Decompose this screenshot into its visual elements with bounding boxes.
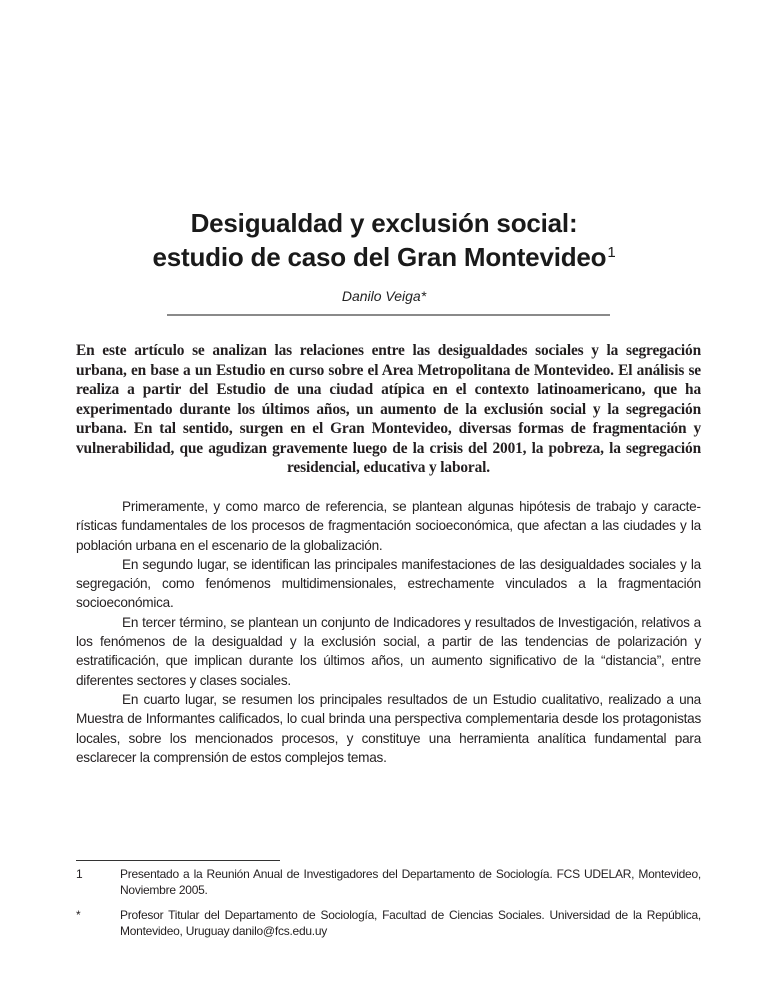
author-name: Danilo Veiga* <box>341 288 427 304</box>
title-footnote-ref[interactable]: 1 <box>607 244 616 261</box>
footnote-text: Presentado a la Reunión Anual de Investigadores del Departamento de Sociología. FCS UDELAR, Montevideo, Noviembre 2005. <box>120 867 701 897</box>
footnote-item <box>76 907 701 939</box>
body-paragraph: En tercer término, se plantean un conjunto de Indicadores y resultados de Investigación, relativos a los fenómenos de la desigualdad y la exclusión social, a partir de las tendencias de polarización y estratificación, que implican durante los últimos años, un aumento significativo de la “distancia”, entre diferentes sectores y clases sociales. <box>76 614 701 688</box>
footnote-item <box>76 866 701 898</box>
footnote-mark: * <box>76 908 81 922</box>
body-paragraph: En segundo lugar, se identifican las principales manifestaciones de las desigualdades sociales y la segregación, como fenómenos multidimensionales, estrechamente vinculados a la fragmentación socioeconómica. <box>76 556 701 611</box>
article-title <box>0 208 768 272</box>
footnote-separator <box>76 860 280 861</box>
abstract: En este artículo se analizan las relaciones entre las desigualdades sociales y la segregación urbana, en base a un Estudio en curso sobre el Area Metropolitana de Montevideo. El análisis se realiza a partir del Estudio de una ciudad atípica en el contexto latinoamericano, que ha experimentado durante los últimos años, un aumento de la exclusión social y la segregación urbana. En tal sentido, surgen en el Gran Montevideo, diversas formas de fragmentación y vulnerabilidad, que agudizan gravemente luego de la crisis del 2001, la pobreza, la segregación residencial, educativa y laboral. <box>76 342 701 476</box>
body-paragraph: Primeramente, y como marco de referencia, se plantean algunas hipótesis de trabajo y características fundamentales de los procesos de fragmentación socioeconómica, que afectan a las ciudades y la población urbana en el escenario de la globalización. <box>76 499 701 553</box>
footnote-mark: 1 <box>76 867 83 881</box>
body-paragraph: En cuarto lugar, se resumen los principales resultados de un Estudio cualitativo, realizado a una Muestra de Informantes calificados, lo cual brinda una perspectiva complementaria desde los protagonistas locales, sobre los mencionados procesos, y constituye una herramienta analítica fundamental para esclarecer la comprensión de estos complejos temas. <box>76 691 701 765</box>
footnote-text: Profesor Titular del Departamento de Sociología, Facultad de Ciencias Sociales. Universidad de la República, Montevideo, Uruguay danilo@fcs.edu.uy <box>120 908 701 938</box>
title-divider <box>167 314 610 316</box>
body-text <box>76 497 701 767</box>
footnotes <box>76 866 701 948</box>
title-line-2: estudio de caso del Gran Montevideo <box>152 242 607 272</box>
title-line-1: Desigualdad y exclusión social: <box>190 208 578 238</box>
